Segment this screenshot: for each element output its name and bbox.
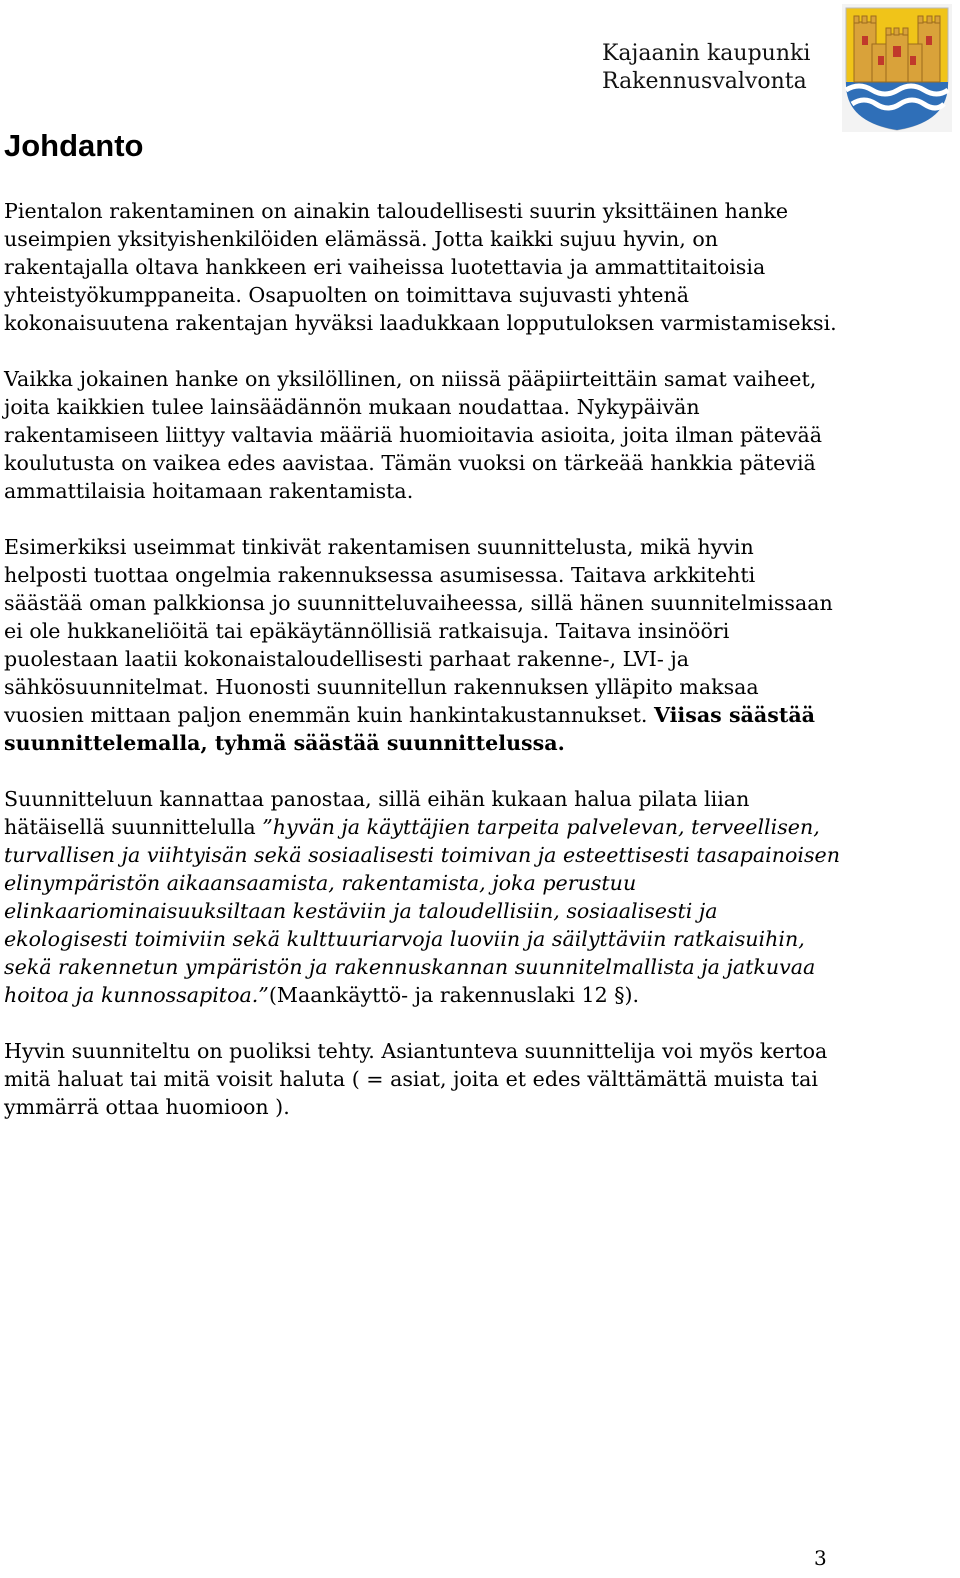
paragraph-phases: Vaikka jokainen hanke on yksilöllinen, on niissä pääpiirteittäin samat vaiheet, joita kaikkien tulee lainsäädännön mukaan noudattaa. Nykypäivän rakentamiseen liittyy valtavia määriä huomioitavia asioita, joita ilman pätevää koulutusta on vaikea edes aavistaa. Tämän vuoksi on tärkeää hankkia päteviä ammattilaisia hoitamaan rakentamista. [4,367,823,503]
document-body [4,197,840,1149]
paragraph-intro: Pientalon rakentaminen on ainakin taloudellisesti suurin yksittäinen hanke useimpien yksityishenkilöiden elämässä. Jotta kaikki sujuu hyvin, on rakentajalla oltava hankkeen eri vaiheissa luotettavia ja ammattitaitoisia yhteistyökumppaneita. Osapuolten on toimittava sujuvasti yhtenä kokonaisuutena rakentajan hyväksi laadukkaan lopputuloksen varmistamiseksi. [4,199,837,335]
bold-quote: Viisas säästää suunnittelemalla, tyhmä säästää suunnittelussa. [4,703,816,755]
paragraph-law-quote [4,785,840,1009]
page-title: Johdanto [4,128,144,163]
paragraph-conclusion: Hyvin suunniteltu on puoliksi tehty. Asiantunteva suunnittelija voi myös kertoa mitä haluat tai mitä voisit haluta ( = asiat, joita et edes välttämättä muista tai ymmärrä ottaa huomioon ). [4,1039,828,1119]
org-city: Kajaanin kaupunki [602,41,811,66]
paragraph-design-savings [4,533,840,757]
paragraph-law-quote-text: Suunnitteluun kannattaa panostaa, sillä eihän kukaan halua pilata liian hätäisellä suunnittelulla [4,787,750,839]
paragraph-design-savings-text: Esimerkiksi useimmat tinkivät rakentamisen suunnittelusta, mikä hyvin helposti tuottaa ongelmia rakennuksessa asumisessa. Taitava arkkitehti säästää oman palkkionsa jo suunnitteluvaiheessa, sillä hänen suunnitelmissaan ei ole hukkaneliöitä tai epäkäytännöllisiä ratkaisuja. Taitava insinööri puolestaan laatii kokonaistaloudellisesti parhaat rakenne-, LVI- ja sähkösuunnitelmat. Huonosti suunnitellun rakennuksen ylläpito maksaa vuosien mittaan paljon enemmän kuin hankintakustannukset. [4,535,833,727]
law-reference: (Maankäyttö- ja rakennuslaki 12 §). [268,983,640,1007]
organization-name [602,40,810,96]
page-number: 3 [814,1546,827,1570]
org-department: Rakennusvalvonta [602,69,807,94]
law-quote-italic: ”hyvän ja käyttäjien tarpeita palvelevan, terveellisen, turvallisen ja viihtyisän sekä sosiaalisesti toimivan ja esteettisesti tasapainoisen elinympäristön aikaansaamista, rakentamista, joka perustuu elinkaariominaisuuksiltaan kestäviin ja taloudellisiin, sosiaalisesti ja ekologisesti toimiviin sekä kulttuuriarvoja luoviin ja säilyttäviin ratkaisuihin, sekä rakennetun ympäristön ja rakennuskannan suunnitelmallista ja jatkuvaa hoitoa ja kunnossapitoa.” [4,815,840,1007]
kajaani-coat-of-arms-icon [842,4,952,132]
